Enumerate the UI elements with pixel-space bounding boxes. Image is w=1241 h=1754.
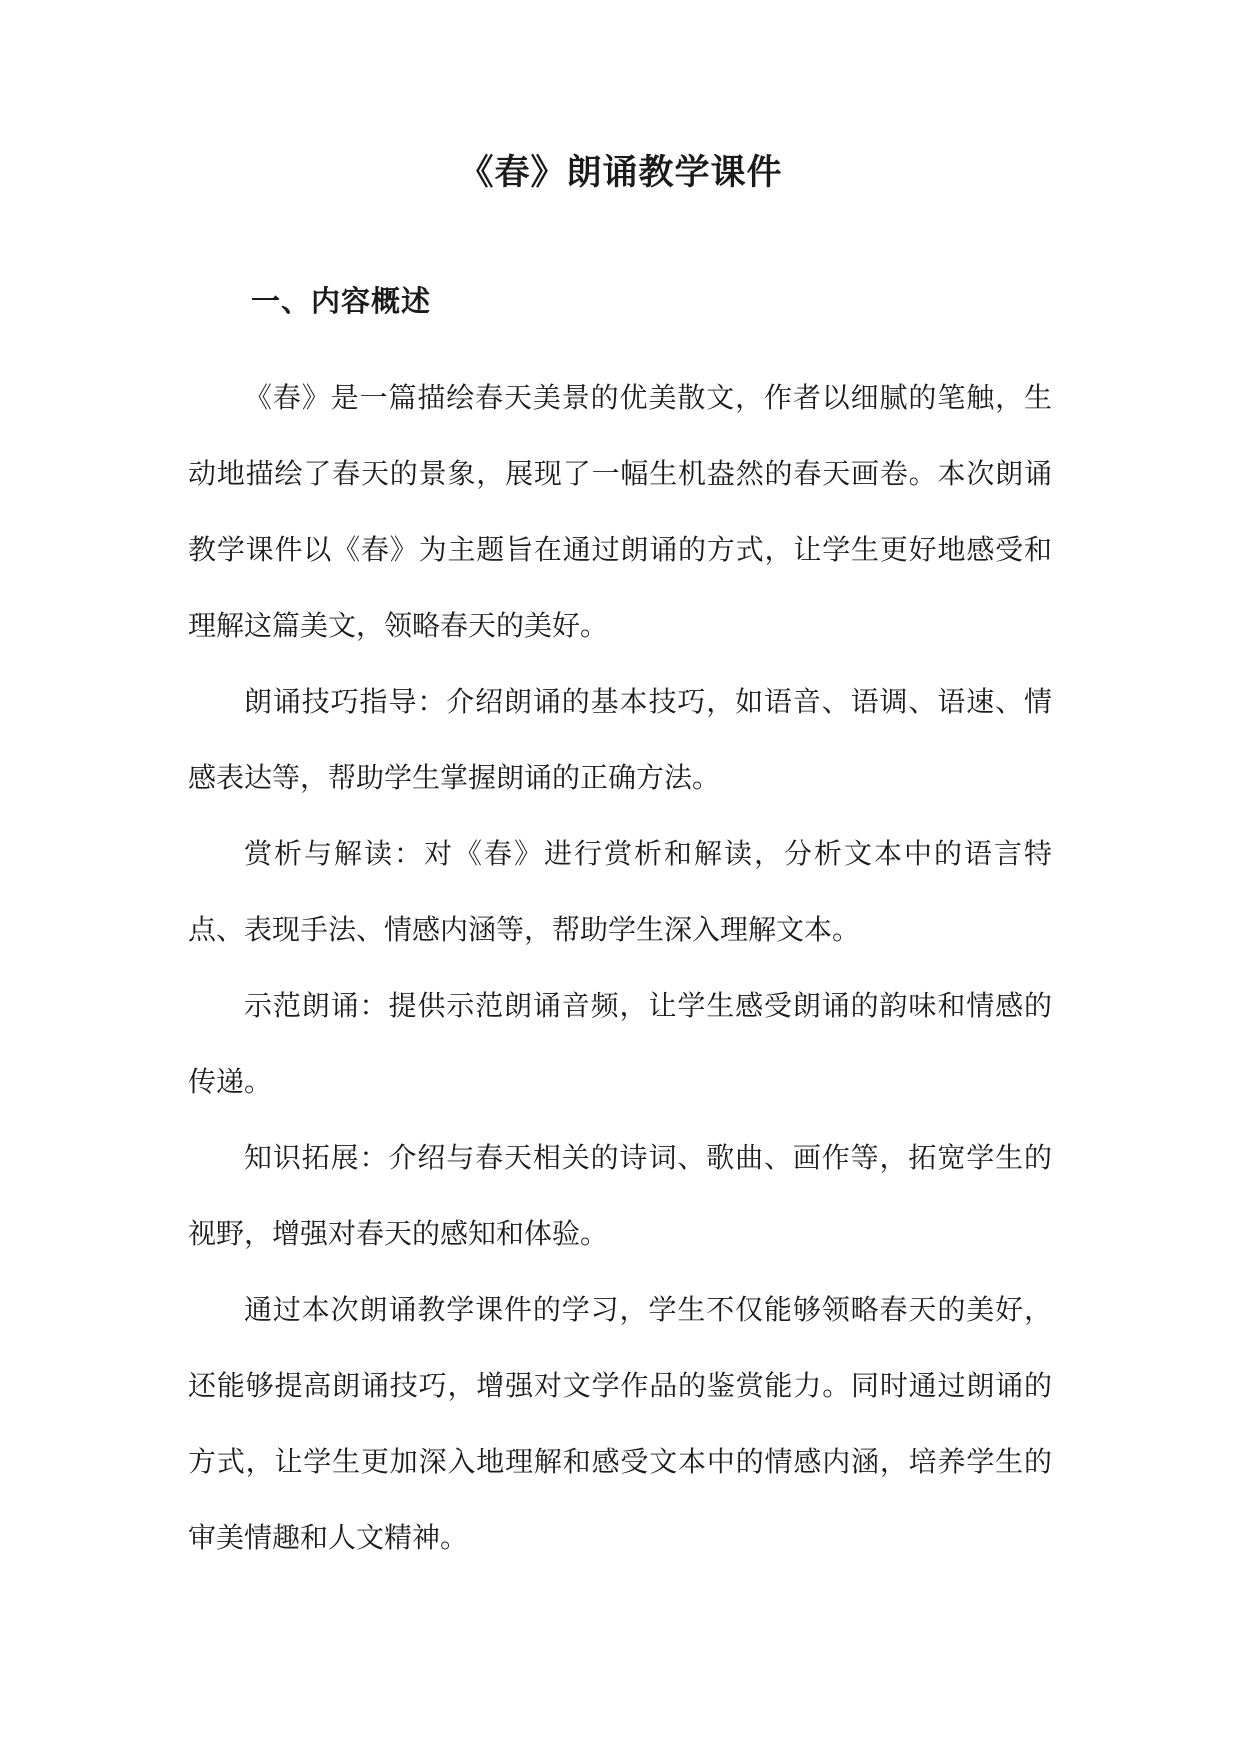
document-title: 《春》朗诵教学课件 (458, 153, 783, 193)
paragraph-conclusion: 通过本次朗诵教学课件的学习，学生不仅能够领略春天的美好，还能够提高朗诵技巧，增强对文学作品的鉴赏能力。同时通过朗诵的方式，让学生更加深入地理解和感受文本中的情感内涵，培养学生的审美情趣和人文精神。 (188, 1293, 1052, 1554)
paragraph-appreciation: 赏析与解读：对《春》进行赏析和解读，分析文本中的语言特点、表现手法、情感内涵等，帮助学生深入理解文本。 (188, 837, 1052, 946)
body-text (188, 360, 1052, 1576)
paragraph-overview: 《春》是一篇描绘春天美景的优美散文，作者以细腻的笔触，生动地描绘了春天的景象，展现了一幅生机盎然的春天画卷。本次朗诵教学课件以《春》为主题旨在通过朗诵的方式，让学生更好地感受和理解这篇美文，领略春天的美好。 (188, 381, 1052, 642)
paragraph-recitation-skills: 朗诵技巧指导：介绍朗诵的基本技巧，如语音、语调、语速、情感表达等，帮助学生掌握朗诵的正确方法。 (188, 685, 1052, 794)
paragraph-knowledge-extension: 知识拓展：介绍与春天相关的诗词、歌曲、画作等，拓宽学生的视野，增强对春天的感知和体验。 (188, 1141, 1052, 1250)
paragraph-demonstration: 示范朗诵：提供示范朗诵音频，让学生感受朗诵的韵味和情感的传递。 (188, 989, 1052, 1098)
section-heading: 一、内容概述 (251, 284, 432, 318)
